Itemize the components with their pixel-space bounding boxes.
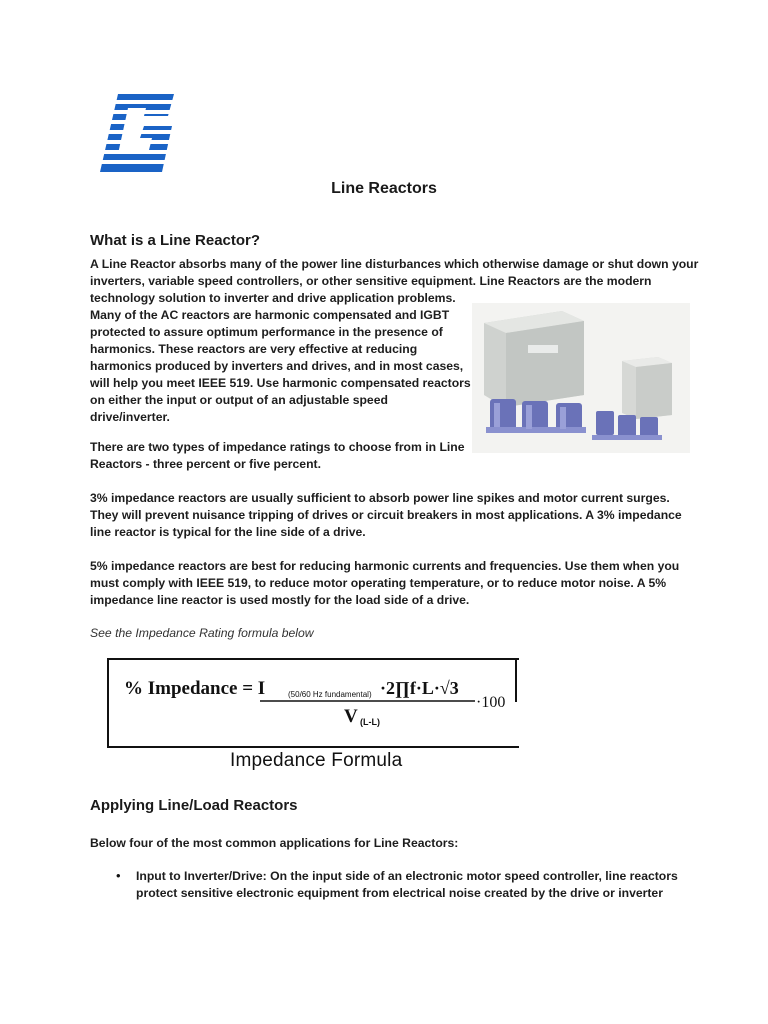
line-reactor-photo — [472, 303, 690, 453]
formula-lhs: % Impedance = I — [124, 678, 266, 699]
formula-caption: Impedance Formula — [230, 750, 403, 771]
text-line: They will prevent nuisance tripping of drives or circuit breakers in most applications. A 3% impedance — [90, 508, 682, 522]
company-logo-icon — [100, 94, 174, 172]
text-line: drive/inverter. — [90, 410, 170, 424]
formula-multiplier: ·100 — [476, 694, 506, 711]
formula-numerator-rest: ·2∏f·L·√3 — [380, 678, 459, 698]
harmonics-paragraph — [90, 307, 471, 426]
text-line: will help you meet IEEE 519. Use harmonic compensated reactors — [90, 376, 471, 390]
text-line: inverters, variable speed controllers, or other sensitive equipment. Line Reactors are the modern — [90, 274, 652, 288]
text-line: harmonics produced by inverters and drives, and in most cases, — [90, 359, 464, 373]
text-line: line reactor is typical for the line side of a drive. — [90, 525, 366, 539]
text-line: Reactors - three percent or five percent. — [90, 457, 321, 471]
applications-intro: Below four of the most common applications for Line Reactors: — [90, 836, 459, 850]
text-line: technology solution to inverter and drive application problems. — [90, 291, 456, 305]
page-title: Line Reactors — [331, 180, 437, 197]
text-line: impedance line reactor is used mostly for the load side of a drive. — [90, 593, 470, 607]
bullet-icon: • — [116, 868, 121, 883]
bullet-text: On the input side of an electronic motor speed controller, line reactors — [266, 869, 678, 883]
text-line: A Line Reactor absorbs many of the power line disturbances which otherwise damage or shut down your — [90, 257, 699, 271]
text-line: 3% impedance reactors are usually sufficient to absorb power line spikes and motor current surges. — [90, 491, 670, 505]
types-paragraph — [90, 439, 465, 473]
text-line — [136, 868, 696, 885]
intro-paragraph — [90, 256, 699, 307]
text-line: on either the input or output of an adjustable speed — [90, 393, 388, 407]
text-line: protect sensitive electronic equipment from electrical noise created by the drive or inverter — [136, 886, 663, 900]
text-line: Many of the AC reactors are harmonic compensated and IGBT — [90, 308, 450, 322]
text-line: There are two types of impedance ratings to choose from in Line — [90, 440, 465, 454]
formula-subscript: (50/60 Hz fundamental) — [288, 690, 372, 699]
formula-denominator-sub: (L-L) — [360, 717, 380, 727]
text-line: 5% impedance reactors are best for reducing harmonic currents and frequencies. Use them when you — [90, 559, 680, 573]
text-line: harmonics. These reactors are very effective at reducing — [90, 342, 418, 356]
section-heading-applying: Applying Line/Load Reactors — [90, 797, 298, 814]
section-heading-what-is: What is a Line Reactor? — [90, 232, 261, 249]
list-item — [136, 868, 696, 902]
three-percent-paragraph — [90, 490, 680, 541]
impedance-formula — [110, 664, 520, 744]
formula-denominator: V — [344, 706, 358, 727]
bullet-label: Input to Inverter/Drive: — [136, 869, 267, 883]
text-line: must comply with IEEE 519, to reduce motor operating temperature, or to reduce motor noise. A 5% — [90, 576, 667, 590]
see-formula-note: See the Impedance Rating formula below — [90, 626, 314, 640]
five-percent-paragraph — [90, 558, 680, 609]
text-line: protected to assure optimum performance in the presence of — [90, 325, 443, 339]
